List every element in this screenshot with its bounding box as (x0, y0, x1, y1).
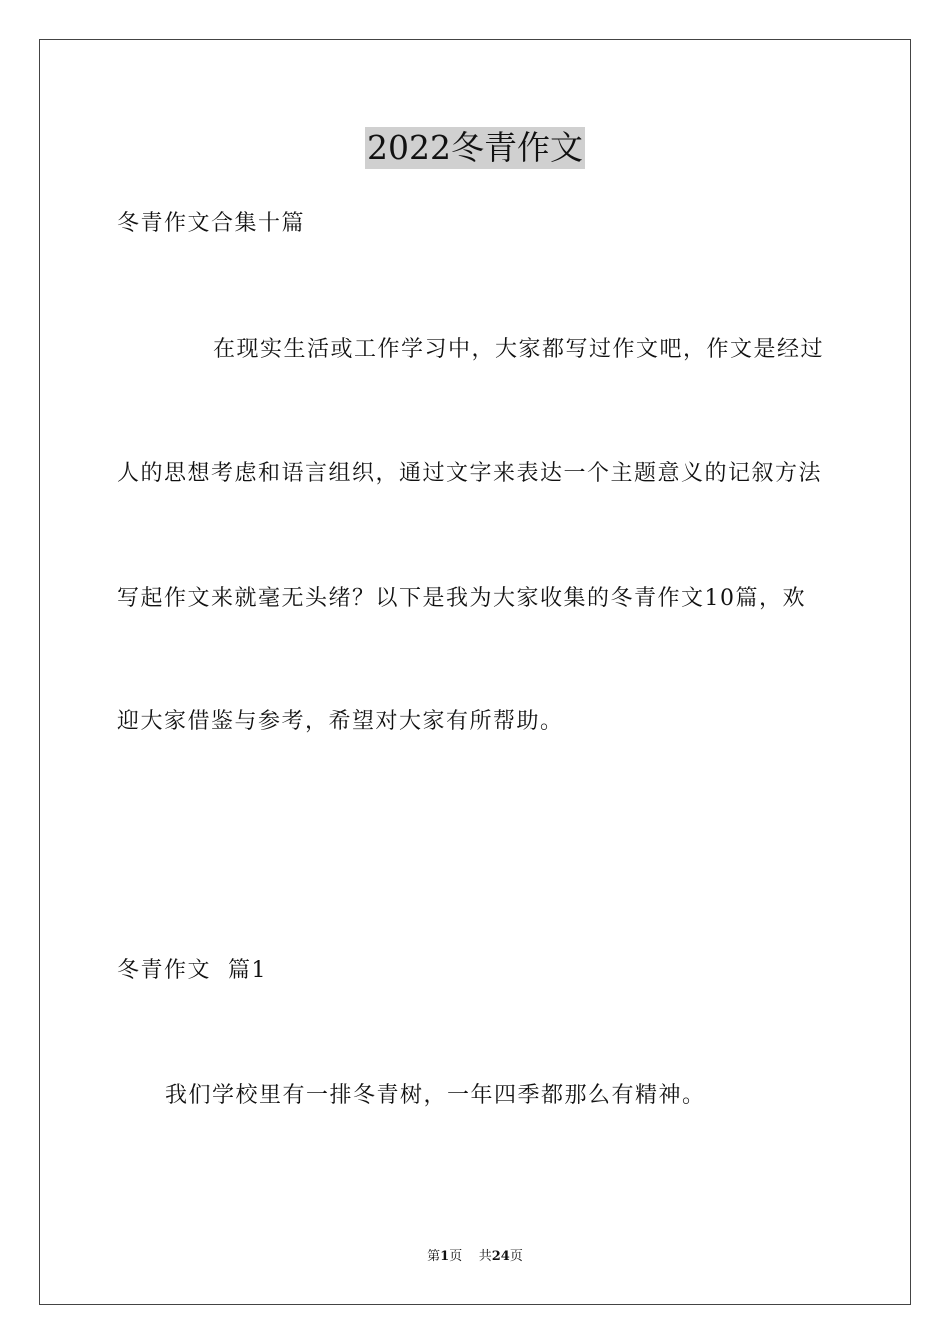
footer-prefix: 第 (427, 1249, 441, 1264)
document-subtitle: 冬青作文合集十篇 (117, 211, 306, 236)
section-paragraph-line: 我们学校里有一排冬青树，一年四季都那么有精神。 (165, 1083, 706, 1108)
title-container (0, 127, 950, 169)
footer-total-prefix: 共 (478, 1249, 492, 1264)
document-title: 2022冬青作文 (367, 128, 583, 167)
footer-page-suffix: 页 (449, 1249, 463, 1264)
section-heading: 冬青作文 篇1 (117, 958, 267, 983)
intro-line-3: 写起作文来就毫无头绪？以下是我为大家收集的冬青作文10篇，欢 (117, 586, 806, 611)
intro-line-4: 迎大家借鉴与参考，希望对大家有所帮助。 (117, 709, 564, 734)
footer-total-pages: 24 (491, 1249, 510, 1264)
footer-total-suffix: 页 (509, 1249, 523, 1264)
footer-page-number: 1 (440, 1249, 450, 1264)
intro-line-2: 人的思想考虑和语言组织，通过文字来表达一个主题意义的记叙方法 (117, 461, 823, 486)
page-footer (0, 1248, 950, 1266)
intro-line-1: 在现实生活或工作学习中，大家都写过作文吧，作文是经过 (213, 337, 825, 362)
